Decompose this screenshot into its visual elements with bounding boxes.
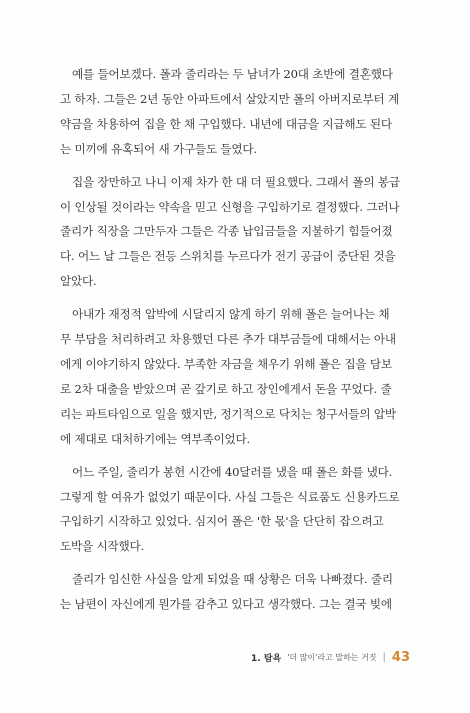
text-line: 는 미끼에 유혹되어 새 가구들도 들였다. xyxy=(60,141,257,156)
text-line: 는 남편이 자신에게 뭔가를 감추고 있다고 생각했다. 그는 결국 빚에 xyxy=(60,597,392,612)
text-line: 다. 어느 날 그들은 전등 스위치를 누르다가 전기 공급이 중단된 것을 xyxy=(60,249,396,264)
chapter-title: 1. 탐욕 xyxy=(251,654,282,664)
body-text xyxy=(60,62,410,625)
text-line: 줄리가 직장을 그만두자 그들은 각종 납입금들을 지불하기 힘들어졌 xyxy=(60,224,393,239)
text-line: 줄리가 임신한 사실을 알게 되었을 때 상황은 더욱 나빠졌다. 줄리 xyxy=(72,572,393,587)
text-line: 집을 장만하고 나니 이제 차가 한 대 더 필요했다. 그래서 폴의 봉급 xyxy=(72,174,400,189)
text-line: 에 제대로 대처하기에는 역부족이었다. xyxy=(60,431,250,446)
text-line: 예를 들어보겠다. 폴과 줄리라는 두 남녀가 20대 초반에 결혼했다 xyxy=(72,67,393,81)
text-line: 약금을 차용하여 집을 한 채 구입했다. 내년에 대금을 지급해도 된다 xyxy=(60,116,392,131)
text-line: 무 부담을 처리하려고 차용했던 다른 추가 대부금들에 대해서는 아내 xyxy=(60,332,396,347)
text-line: 리는 파트타임으로 일을 했지만, 정기적으로 닥치는 청구서들의 압박 xyxy=(60,406,396,421)
text-line: 어느 주일, 줄리가 봉헌 시간에 40달러를 냈을 때 폴은 화를 냈다. xyxy=(72,464,393,479)
paragraph-4 xyxy=(60,460,410,560)
text-line: 이 인상될 것이라는 약속을 믿고 신형을 구입하기로 결정했다. 그러나 xyxy=(60,199,400,214)
page-number: 43 xyxy=(391,650,410,665)
paragraph-2 xyxy=(60,170,410,295)
text-line: 아내가 재정적 압박에 시달리지 않게 하기 위해 폴은 늘어나는 채 xyxy=(72,307,390,322)
text-line: 알았다. xyxy=(60,274,97,289)
text-line: 그렇게 할 여유가 없었기 때문이다. 사실 그들은 식료품도 신용카드로 xyxy=(60,489,400,504)
text-line: 에게 이야기하지 않았다. 부족한 자금을 채우기 위해 폴은 집을 담보 xyxy=(60,356,392,371)
running-footer xyxy=(251,650,410,665)
text-line: 도박을 시작했다. xyxy=(60,539,144,554)
text-line: 로 2차 대출을 받았으며 곧 갚기로 하고 장인에게서 돈을 꾸었다. 줄 xyxy=(60,381,392,396)
paragraph-5 xyxy=(60,567,410,617)
text-line: 구입하기 시작하고 있었다. 심지어 폴은 '한 몫'을 단단히 잡으려고 xyxy=(60,514,384,529)
paragraph-1 xyxy=(60,62,410,162)
chapter-subtitle: '더 많이'라고 말하는 거짓 xyxy=(287,653,377,662)
footer-separator: | xyxy=(382,652,386,663)
text-line: 고 하자. 그들은 2년 동안 아파트에서 살았지만 폴의 아버지로부터 계 xyxy=(60,91,400,106)
paragraph-3 xyxy=(60,302,410,451)
